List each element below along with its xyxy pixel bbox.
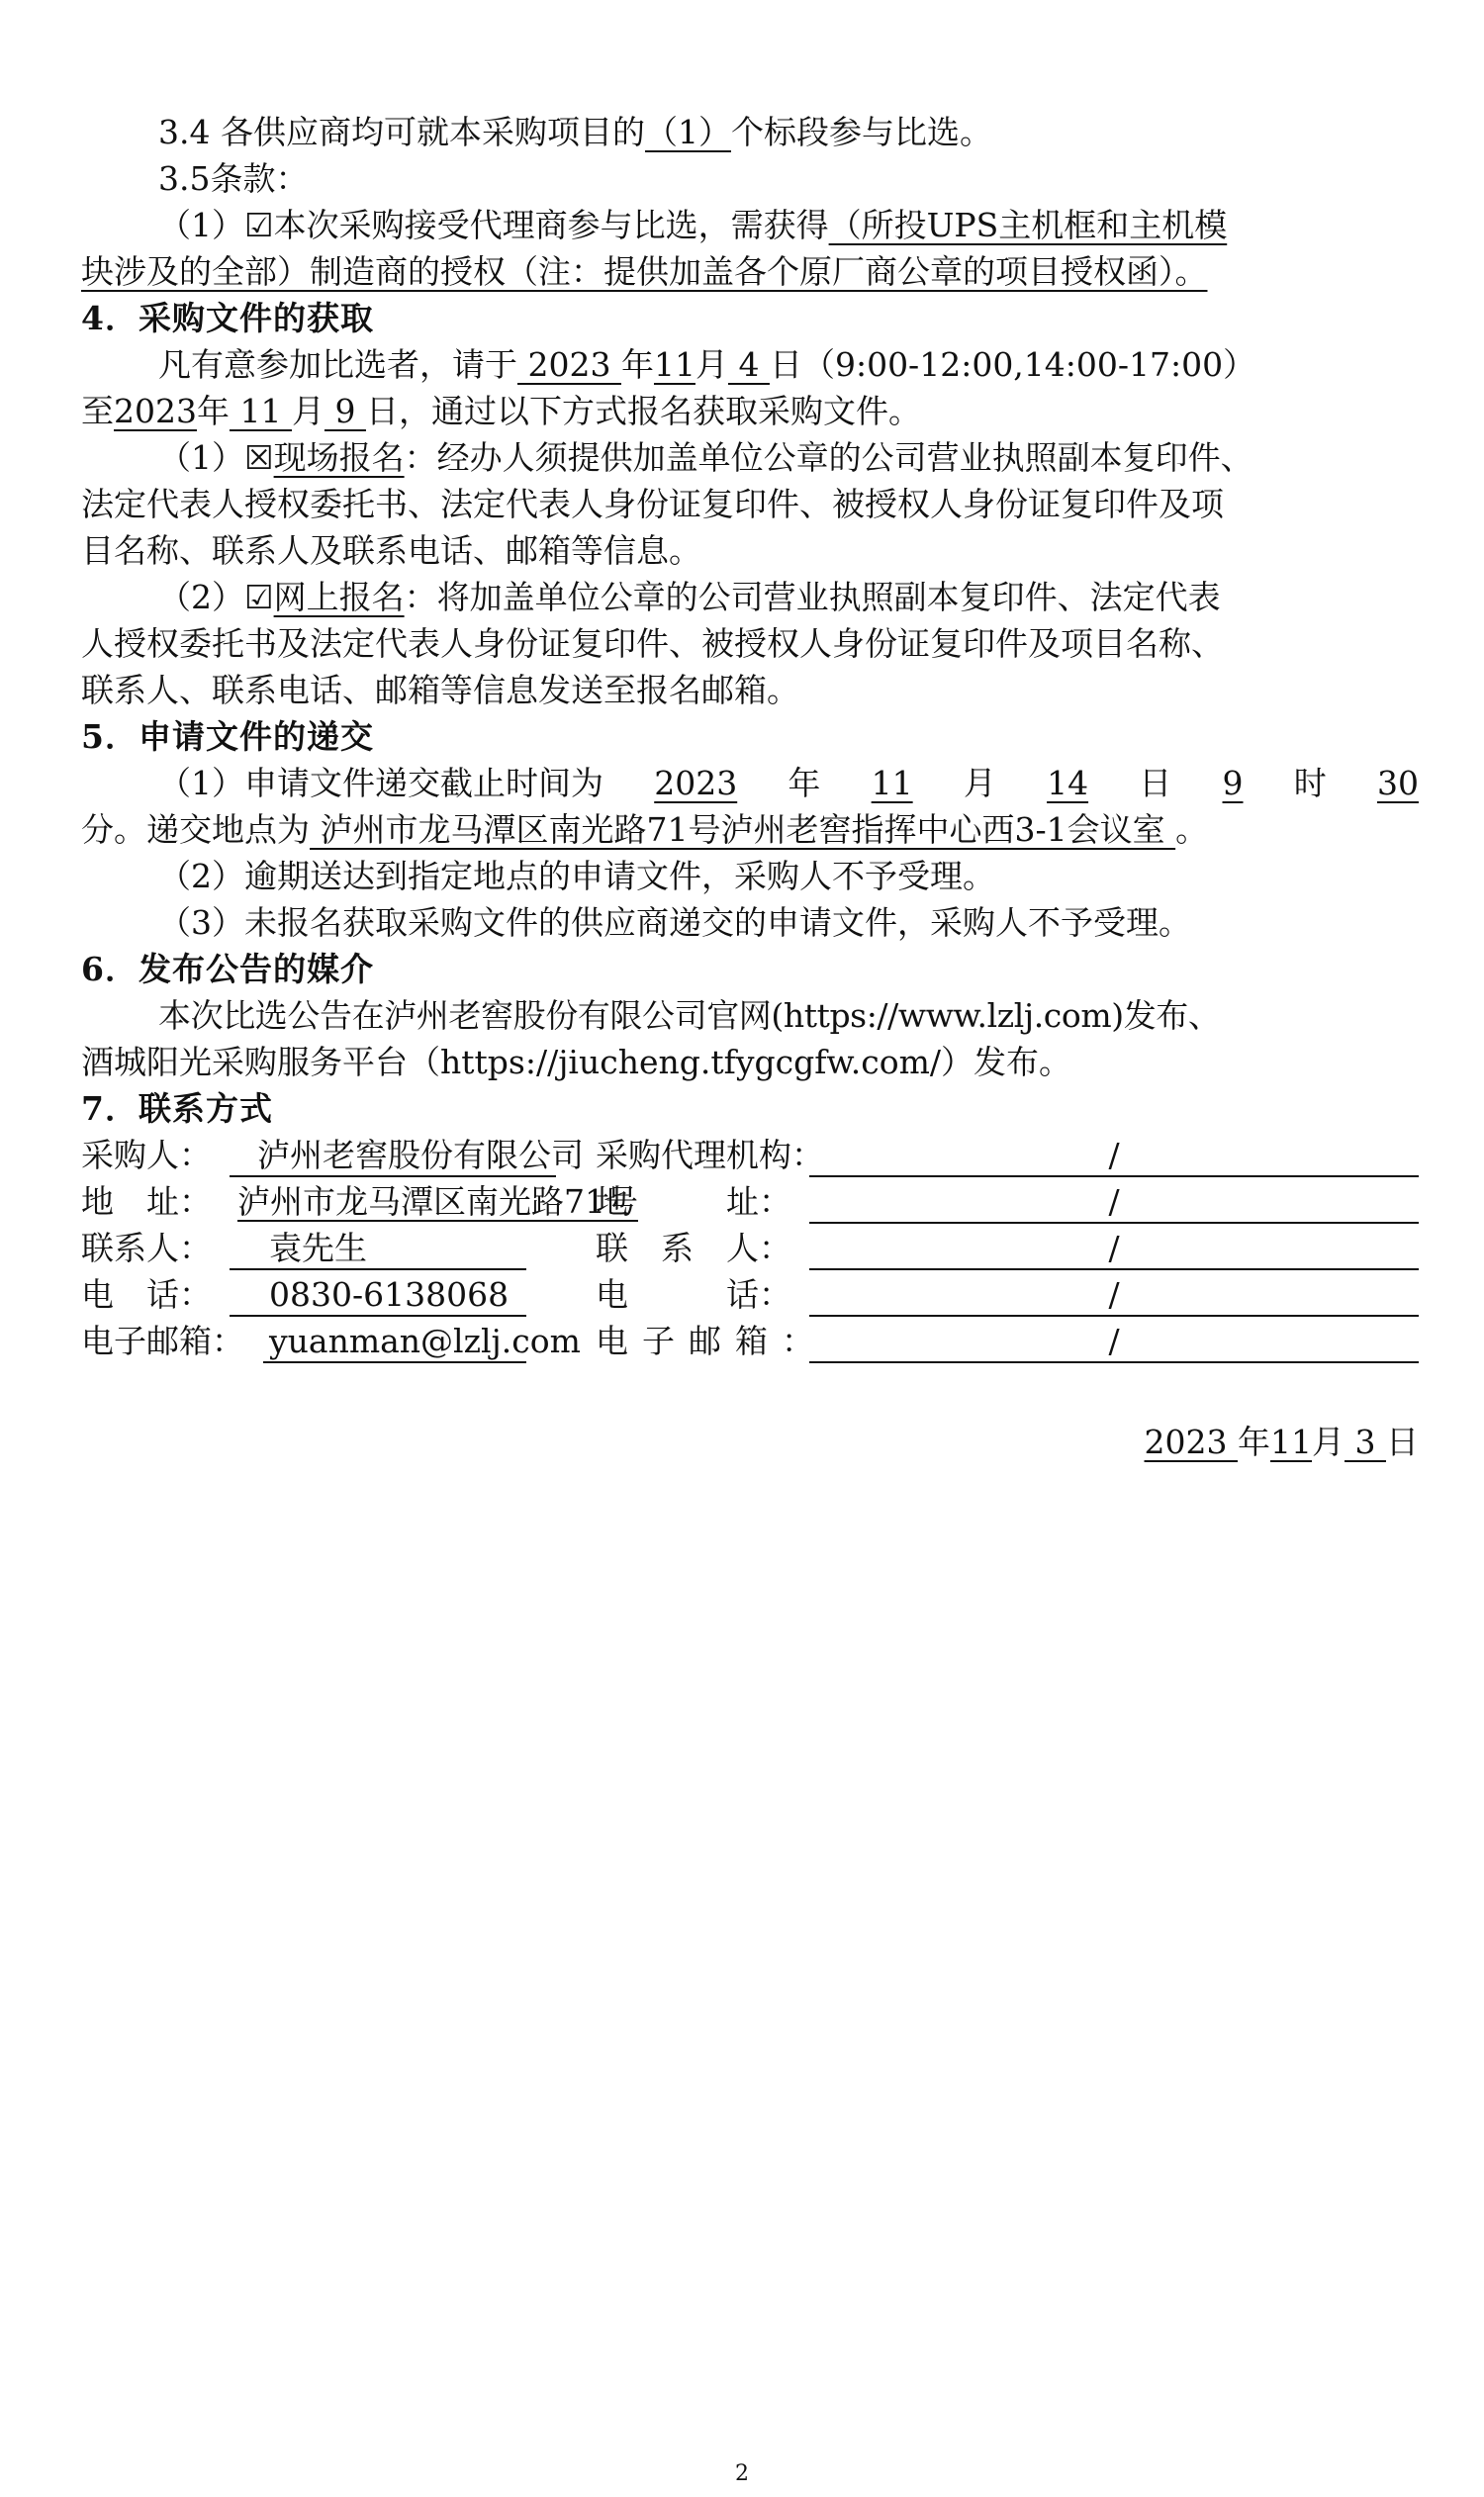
section-4-p2 [81,388,1419,435]
onsite-registration-text: ：经办人须提供加盖单位公章的公司营业执照副本复印件、 [404,438,1253,477]
submission-place-text: 分。递交地点为 [81,810,310,849]
online-registration-title: 网上报名 [273,578,405,616]
agency-address-label: 地 址： [596,1182,791,1221]
onsite-registration-line3: 目名称、联系人及联系电话、邮箱等信息。 [81,531,701,570]
contact-row-email [81,1318,1419,1365]
email-value: yuanman@lzlj.com [269,1322,581,1360]
submission-place-end: 。 [1175,810,1209,849]
clause-3-5-1-authorization: （所投UPS主机框和主机模 [828,206,1228,244]
contact-row-purchaser [81,1132,1419,1179]
onsite-registration-line1 [158,434,1419,482]
onsite-registration-checkbox: （1）☒ [158,438,274,477]
agency-email-label: 电子邮箱： [596,1322,828,1360]
end-day: 9 [324,392,366,430]
submission-deadline-line [158,760,1419,807]
media-line1: 本次比选公告在泸州老窖股份有限公司官网(https://www.lzlj.com)发布、 [158,996,1221,1035]
media-line2: 酒城阳光采购服务平台（https://jiucheng.tfygcgfw.com/）发布。 [81,1043,1072,1081]
deadline-hour-unit: 时 [1293,764,1327,802]
date-day-unit: 日 [1386,1423,1419,1461]
deadline-month-unit: 月 [963,764,996,802]
deadline-day: 14 [1047,764,1089,802]
date-year-unit: 年 [1238,1423,1271,1461]
signature-date [1145,1419,1419,1466]
deadline-year-unit: 年 [788,764,821,802]
date-day: 3 [1345,1423,1386,1461]
purchaser-field [230,1132,584,1177]
agency-phone-label: 电 话： [596,1275,791,1314]
purchaser-value: 泸州老窖股份有限公司 [257,1136,584,1174]
section-6-heading: 6．发布公告的媒介 [81,950,374,988]
online-registration-line1 [158,574,1419,621]
deadline-year: 2023 [654,764,738,802]
clause-3-5-1-authorization-cont: 块涉及的全部）制造商的授权（注：提供加盖各个原厂商公章的项目授权函）。 [81,252,1208,291]
clause-3-5-1-text: （1）☑本次采购接受代理商参与比选，需获得 [158,206,829,244]
page-number: 2 [735,2461,749,2486]
agency-address-value: / [809,1178,1419,1224]
contact-value: 袁先生 [269,1229,367,1267]
agency-phone-value: / [809,1271,1419,1317]
purchaser-label: 采购人： [81,1136,212,1174]
start-day: 4 [727,345,770,384]
online-registration-line3: 联系人、联系电话、邮箱等信息发送至报名邮箱。 [81,671,799,709]
submission-deadline-text: （1）申请文件递交截止时间为 [158,764,603,802]
unregistered-submission-rule: （3）未报名获取采购文件的供应商递交的申请文件，采购人不予受理。 [158,903,1191,942]
phone-value: 0830-6138068 [269,1275,510,1314]
submission-place-line [81,806,1419,854]
clause-3-4-text: 3.4 各供应商均可就本采购项目的 [158,113,645,151]
clause-3-5-1-line1 [158,202,1419,249]
clause-3-4 [158,109,1419,156]
submission-place: 泸州市龙马潭区南光路71号泸州老窖指挥中心西3-1会议室 [310,810,1176,849]
email-field [263,1318,581,1363]
date-month-unit: 月 [1312,1423,1345,1461]
online-registration-checkbox: （2）☑ [158,578,274,616]
deadline-minute: 30 [1376,764,1419,802]
contact-field [230,1225,526,1270]
clause-3-4-lot-count: （1） [644,113,731,151]
phone-field [230,1271,526,1317]
end-day-suffix: 日，通过以下方式报名获取采购文件。 [365,392,921,430]
deadline-month: 11 [871,764,913,802]
date-year: 2023 [1144,1423,1239,1461]
email-label: 电子邮箱： [81,1322,244,1360]
onsite-registration-line2: 法定代表人授权委托书、法定代表人身份证复印件、被授权人身份证复印件及项 [81,485,1224,523]
section-7-heading: 7．联系方式 [81,1089,273,1128]
deadline-day-unit: 日 [1139,764,1172,802]
agency-contact-value: / [809,1225,1419,1270]
start-month: 11 [653,345,696,384]
end-year: 2023 [114,392,197,430]
late-submission-rule: （2）逾期送达到指定地点的申请文件，采购人不予受理。 [158,857,995,895]
end-month: 11 [229,392,292,430]
agency-contact-label: 联 系 人： [596,1229,791,1267]
online-registration-line2: 人授权委托书及法定代表人身份证复印件、被授权人身份证复印件及项目名称、 [81,624,1224,663]
contact-row-phone [81,1271,1419,1319]
end-year-unit: 年 [196,392,230,430]
clause-3-5-heading: 3.5条款： [158,159,309,198]
address-field [230,1178,638,1222]
section-4-p1 [158,341,1419,389]
date-month: 11 [1270,1423,1313,1461]
clause-3-5-1-line2 [81,248,1419,296]
agency-value: / [809,1132,1419,1177]
contact-label: 联系人： [81,1229,212,1267]
deadline-hour: 9 [1222,764,1244,802]
clause-3-4-suffix: 个标段参与比选。 [730,113,992,151]
contact-row-address [81,1178,1419,1226]
contact-row-contact [81,1225,1419,1272]
clause-3-5-title [158,155,1419,203]
start-year-unit: 年 [620,345,654,384]
agency-label: 采购代理机构： [596,1136,824,1174]
address-label: 地 址： [81,1182,212,1221]
agency-email-value: / [809,1318,1419,1363]
onsite-registration-title: 现场报名 [273,438,405,477]
end-prefix: 至 [81,392,114,430]
phone-label: 电 话： [81,1275,212,1314]
section-4-heading: 4．采购文件的获取 [81,299,374,337]
start-day-hours: 日（9:00-12:00,14:00-17:00） [769,345,1256,384]
address-value: 泸州市龙马潭区南光路71号 [237,1182,638,1221]
start-month-unit: 月 [695,345,728,384]
section-4-p1-text: 凡有意参加比选者，请于 [158,345,517,384]
section-5-heading: 5．申请文件的递交 [81,717,374,756]
start-year: 2023 [517,345,621,384]
end-month-unit: 月 [291,392,325,430]
online-registration-text: ：将加盖单位公章的公司营业执照副本复印件、法定代表 [404,578,1221,616]
